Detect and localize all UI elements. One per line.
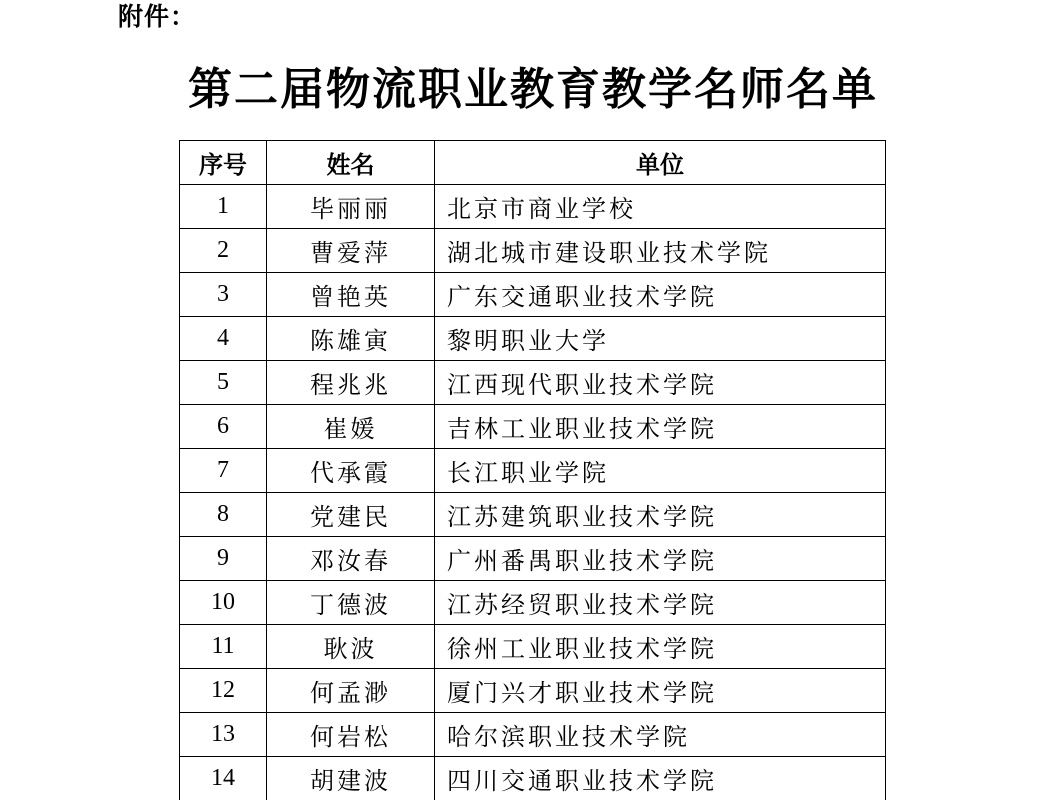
row-institution: 广东交通职业技术学院	[435, 273, 886, 317]
table-header-row	[180, 141, 886, 185]
row-seq: 12	[180, 669, 267, 713]
row-seq: 4	[180, 317, 267, 361]
row-seq: 2	[180, 229, 267, 273]
row-seq: 8	[180, 493, 267, 537]
row-seq: 9	[180, 537, 267, 581]
table-row	[180, 361, 886, 405]
row-institution: 黎明职业大学	[435, 317, 886, 361]
table-row	[180, 405, 886, 449]
row-institution: 徐州工业职业技术学院	[435, 625, 886, 669]
row-institution: 北京市商业学校	[435, 185, 886, 229]
row-institution: 江苏经贸职业技术学院	[435, 581, 886, 625]
table-row	[180, 625, 886, 669]
table-row	[180, 713, 886, 757]
row-teacher-name: 胡建波	[267, 757, 435, 801]
row-teacher-name: 曹爱萍	[267, 229, 435, 273]
attachment-label: 附件：	[118, 2, 197, 31]
row-teacher-name: 党建民	[267, 493, 435, 537]
page-title: 第二届物流职业教育教学名师名单	[188, 64, 878, 115]
row-seq: 11	[180, 625, 267, 669]
row-teacher-name: 毕丽丽	[267, 185, 435, 229]
table-row	[180, 581, 886, 625]
row-teacher-name: 曾艳英	[267, 273, 435, 317]
row-institution: 长江职业学院	[435, 449, 886, 493]
row-teacher-name: 耿波	[267, 625, 435, 669]
row-seq: 14	[180, 757, 267, 801]
row-seq: 7	[180, 449, 267, 493]
row-teacher-name: 代承霞	[267, 449, 435, 493]
row-seq: 3	[180, 273, 267, 317]
row-institution: 吉林工业职业技术学院	[435, 405, 886, 449]
row-seq: 6	[180, 405, 267, 449]
row-teacher-name: 崔媛	[267, 405, 435, 449]
row-teacher-name: 何岩松	[267, 713, 435, 757]
row-seq: 5	[180, 361, 267, 405]
table-row	[180, 229, 886, 273]
table-row	[180, 669, 886, 713]
row-seq: 1	[180, 185, 267, 229]
row-seq: 13	[180, 713, 267, 757]
row-institution: 湖北城市建设职业技术学院	[435, 229, 886, 273]
table-row	[180, 493, 886, 537]
row-teacher-name: 程兆兆	[267, 361, 435, 405]
row-institution: 四川交通职业技术学院	[435, 757, 886, 801]
row-institution: 广州番禺职业技术学院	[435, 537, 886, 581]
teacher-roster-table	[179, 140, 886, 800]
header-unit: 单位	[435, 141, 886, 185]
header-seq: 序号	[180, 141, 267, 185]
row-institution: 江西现代职业技术学院	[435, 361, 886, 405]
table-row	[180, 757, 886, 801]
table-row	[180, 317, 886, 361]
row-seq: 10	[180, 581, 267, 625]
table-row	[180, 537, 886, 581]
row-teacher-name: 丁德波	[267, 581, 435, 625]
header-name: 姓名	[267, 141, 435, 185]
row-institution: 厦门兴才职业技术学院	[435, 669, 886, 713]
row-teacher-name: 邓汝春	[267, 537, 435, 581]
row-institution: 江苏建筑职业技术学院	[435, 493, 886, 537]
table-row	[180, 185, 886, 229]
table-row	[180, 449, 886, 493]
table-body	[180, 185, 886, 801]
row-teacher-name: 何孟渺	[267, 669, 435, 713]
row-teacher-name: 陈雄寅	[267, 317, 435, 361]
table-row	[180, 273, 886, 317]
row-institution: 哈尔滨职业技术学院	[435, 713, 886, 757]
